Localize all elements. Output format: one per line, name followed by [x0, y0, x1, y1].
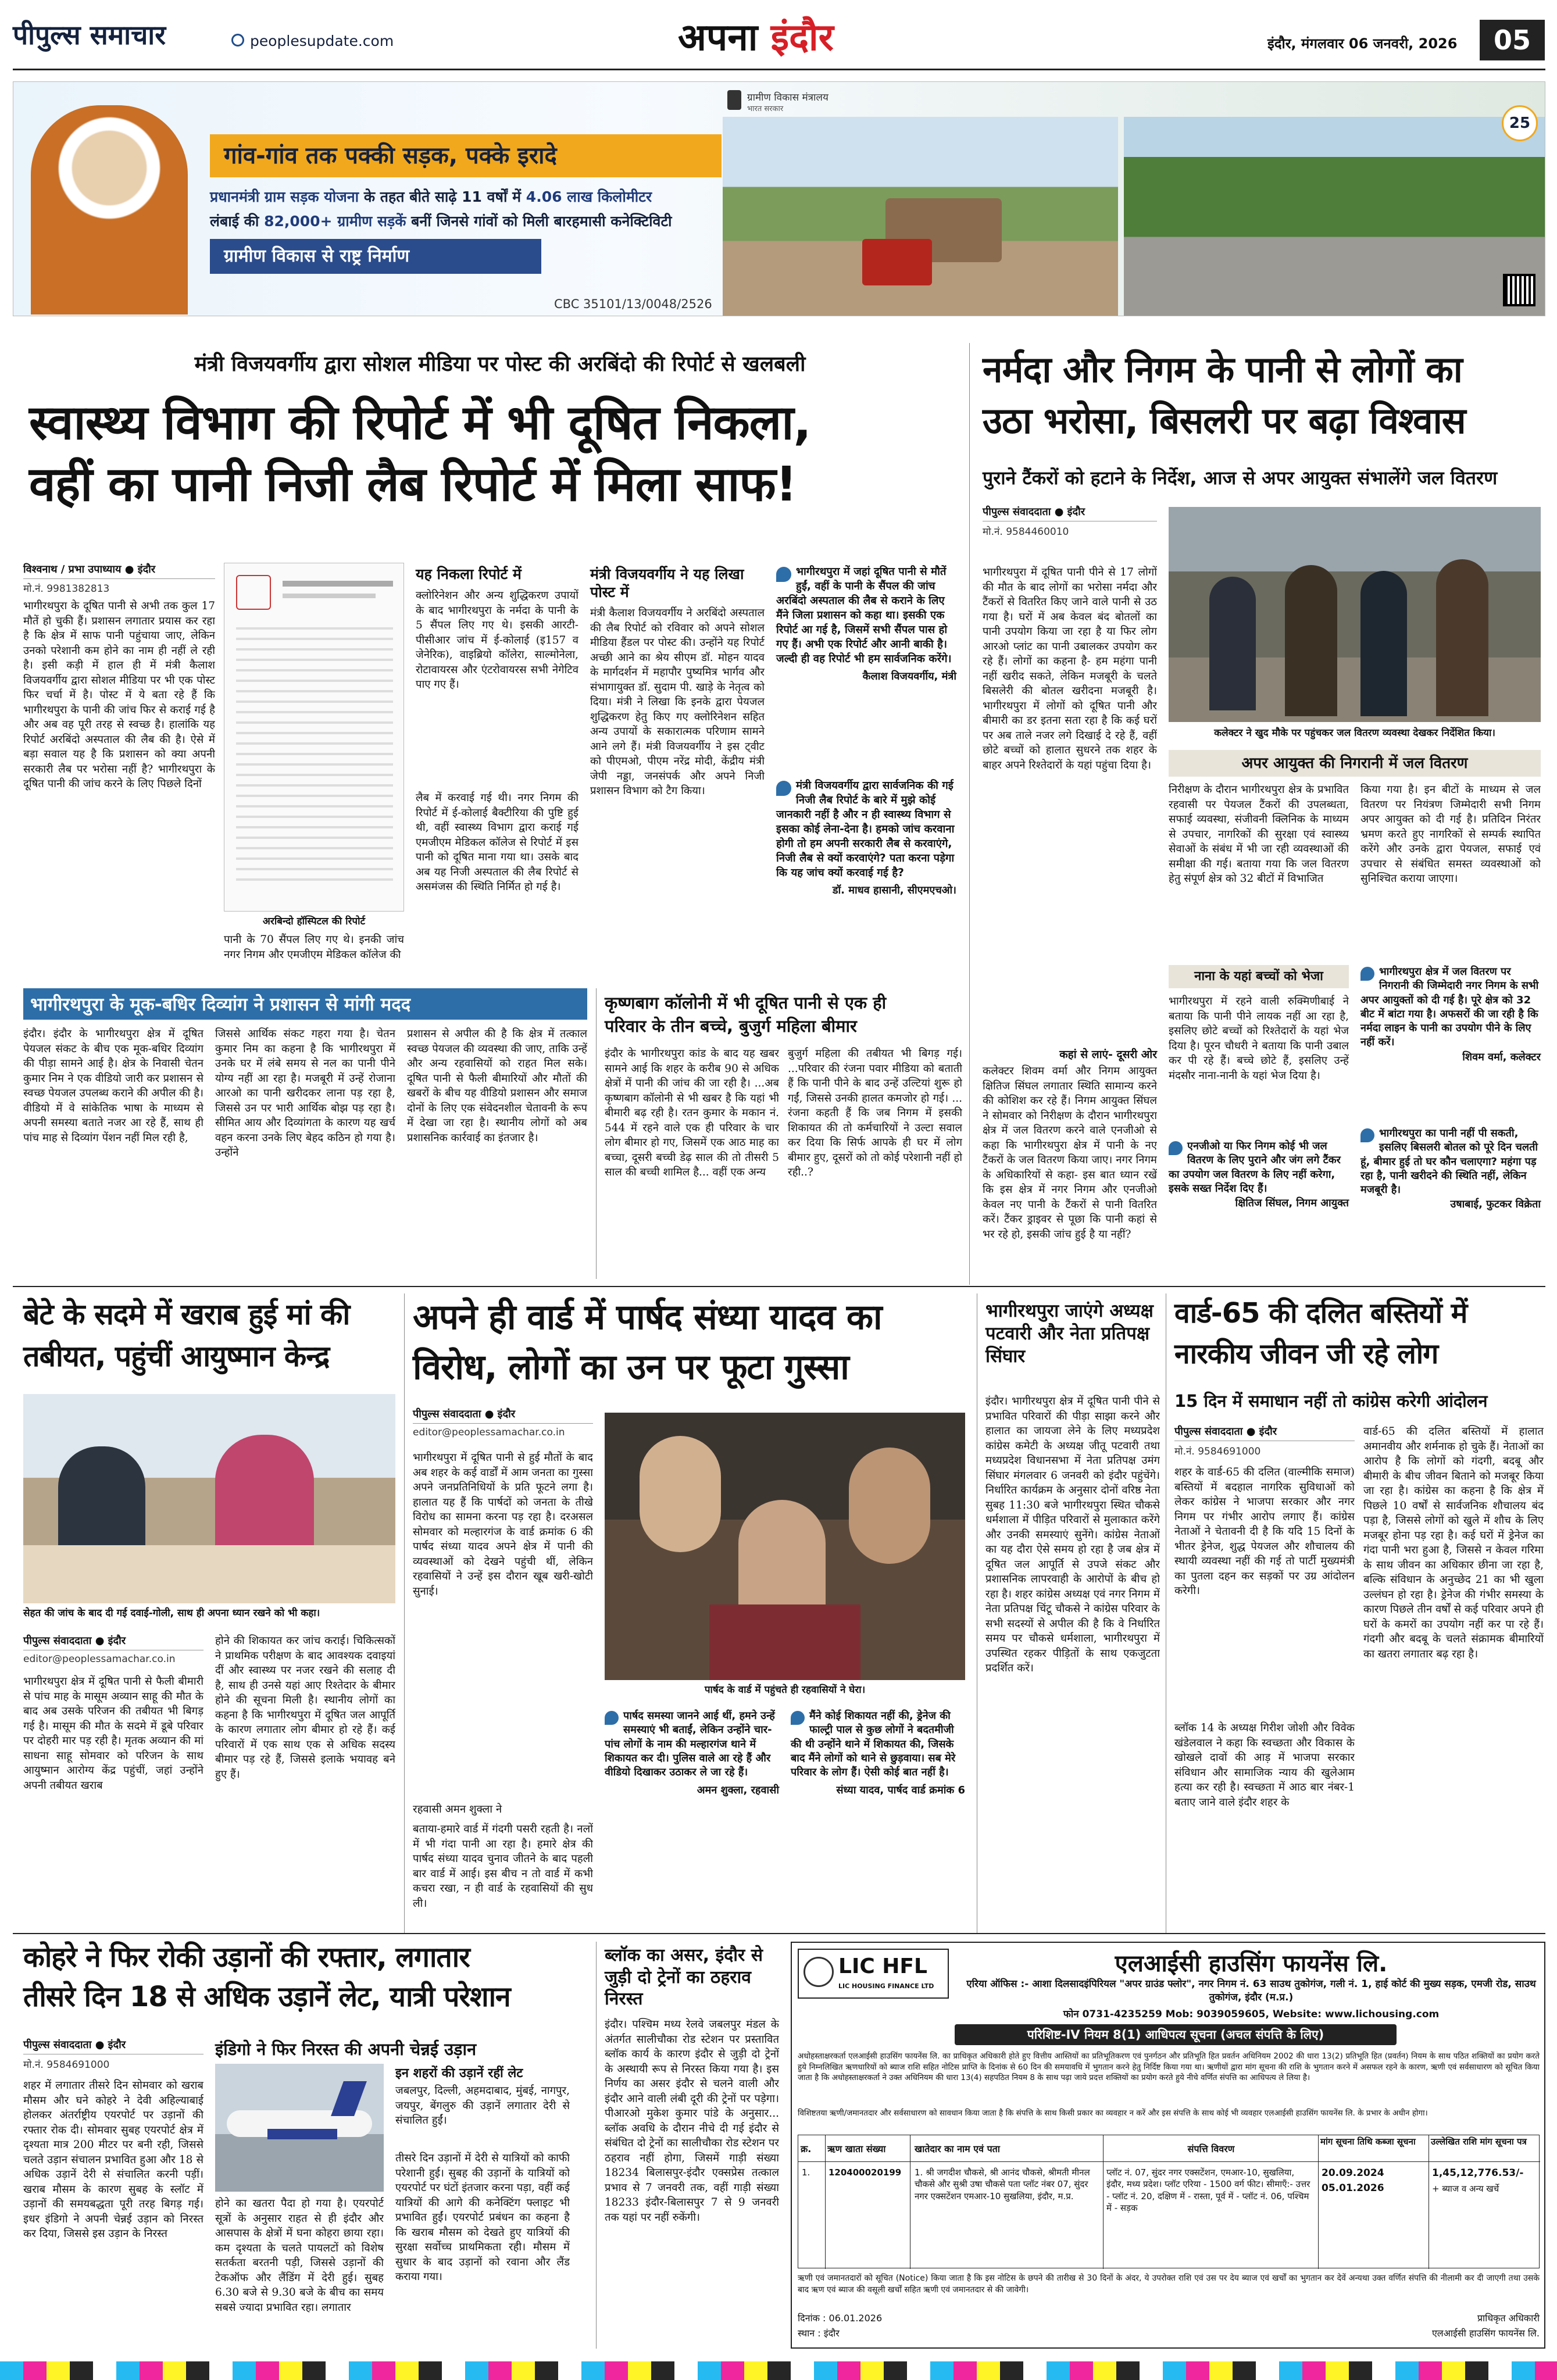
- site-url[interactable]: peoplesupdate.com: [250, 33, 394, 49]
- story6-headline-2: विरोध, लोगों का उन पर फूटा गुस्सा: [413, 1347, 849, 1388]
- masthead: [0, 0, 1557, 69]
- notice-place: स्थान : इंदौर: [798, 2328, 840, 2339]
- story8-byline: पीपुल्स संवाददाता ● इंदौर: [1174, 1424, 1355, 1441]
- story6-col1: भागीरथपुरा में दूषित पानी से हुई मौतों के बाद अब शहर के कई वार्डों में आम जनता का गुस्सा अपने जनप्रतिनिधियों के प्रति फूटने लगा है। हालात यह हैं कि पार्षदों को जनता के तीखे विरोध का सामना करना पड़ रहा है। दरअसल सोमवार को मल्हारगंज के वार्ड क्रमांक 6 की पार्षद संध्या यादव अपने क्षेत्र में पानी की व्यवस्थाओं को देखने पहुंची थीं, लेकिन रहवासियों ने उन्हें इस दौरान खूब खरी-खोटी सुनाई।: [413, 1452, 593, 1598]
- story5-col2: होने की शिकायत कर जांच कराई। चिकित्सकों ने प्राथमिक परीक्षण के बाद आवश्यक दवाइयां दीं और स्वास्थ्य पर नजर रखने की सलाह दी है, साथ ही उनसे यहां आए रिश्तेदार के बीमार होने की सूचना मिली है। स्थानीय लोगों का कहना है कि भागीरथपुरा में दूषित जल आपूर्ति के कारण लगातार लोग बीमार हो रहे हैं। कई परिवारों में एक साथ एक से अधिक सदस्य बीमार पड़ रहे हैं, जिससे इलाके भयावह बने हुए हैं।: [215, 1635, 395, 1781]
- notice-table: [798, 2135, 1540, 2268]
- story6-byline: पीपुल्स संवाददाता ● इंदौर: [413, 1407, 593, 1424]
- story1-col4: मंत्री कैलाश विजयवर्गीय ने अरबिंदो अस्पताल की लैब रिपोर्ट को रविवार को अपने सोशल मीडिया हैंडल पर पोस्ट की। उन्होंने यह रिपोर्ट अच्छी आने का श्रेय सीएम डॉ. मोहन यादव के मार्गदर्शन में महापौर पुष्यमित्र भार्गव और संभागायुक्त डॉ. सुदाम पी. खाड़े के नेतृत्व को दिया। मंत्री ने लिखा कि इनके द्वारा पेयजल शुद्धिकरण हेतु किए गए क्लोरिनेशन सहित अन्य उपायों के सकारात्मक परिणाम सामने आने लगे हैं। मंत्री विजयवर्गीय ने इस ट्वीट को पीएमओ, पीएम नरेंद्र मोदी, केंद्रीय मंत्री जेपी नड्डा, जनसंपर्क और अपने निजी प्रशासन विभाग को टैग किया।: [590, 607, 765, 798]
- ad-title: गांव-गांव तक पक्की सड़क, पक्के इरादे: [210, 134, 722, 177]
- story2-quote-c: भागीरथपुरा का पानी नहीं पी सकती, इसलिए बिसलरी बोतल को पूरे दिन चलती हूं, बीमार हुई तो घर कौन चलाएगा? महंगा पड़ रहा है, पानी खरीदने की स्थिति नहीं, लेकिन मजबूरी है। उषाबाई, फुटकर विक्रेता: [1360, 1127, 1541, 1211]
- lic-logo-text: LIC HFL: [838, 1954, 927, 1978]
- story8-col1: शहर के वार्ड-65 की दलित (वाल्मीकि समाज) बस्तियों में बदहाल नागरिक सुविधाओं को लेकर कांग्रेस ने भाजपा सरकार और नगर निगम पर गंभीर आरोप लगाए हैं। कांग्रेस नेताओं ने चेतावनी दी है कि यदि 15 दिनों के भीतर ड्रेनेज, शुद्ध पेयजल और शौचालय की स्थायी व्यवस्था नहीं की गई तो पार्टी मुख्यमंत्री का पुतला दहन कर सड़कों पर उग्र आंदोलन करेगी।: [1174, 1466, 1355, 1598]
- table-row: [798, 2164, 1540, 2267]
- dateline: इंदौर, मंगलवार 06 जनवरी, 2026: [1267, 35, 1458, 52]
- story2-grand-text: भागीरथपुरा में रहने वाली रुक्मिणीबाई ने बताया कि पानी पीने लायक नहीं आ रहा है, इसलिए छोटे बच्चों को रिश्तेदारों के यहां भेज दिया है। पूरन चौधरी ने बताया कि पानी उबाल कर पी रहे हैं। बच्चे छोटे हैं, इसलिए उन्हें मंदसौर नाना-नानी के यहां भेज दिया है।: [1169, 995, 1349, 1082]
- notice-footer: ऋणी एवं जमानतदारों को सूचित (Notice) किया जाता है कि इस नोटिस के छपने की तारीख से 30 दिनों के अंदर, ये उपरोक्त राशि एवं उस पर देय ब्याज एवं खर्चों का भुगतान कर देवें अन्यथा उक्त वर्णित संपत्ति की नीलामी कर दी जाएगी तथा उसके बाद ऋण एवं ब्याज की वसूली खर्चों सहित ऋणी एवं जमानतदार से की जावेगी।: [798, 2274, 1540, 2295]
- story1-side-head: यह निकला रिपोर्ट में: [416, 566, 522, 583]
- story8-headline-2: नारकीय जीवन जी रहे लोग: [1174, 1338, 1438, 1370]
- story4-headline-1: कृष्णबाग कॉलोनी में भी दूषित पानी से एक ही: [605, 993, 887, 1013]
- story2-mobile: मो.नं. 9584460010: [983, 526, 1069, 538]
- ad-line1: प्रधानमंत्री ग्राम सड़क योजना के तहत बीते साढ़े 11 वर्षों में 4.06 लाख किलोमीटर: [210, 188, 652, 205]
- story3-col1: इंदौर। इंदौर के भागीरथपुरा क्षेत्र में दूषित पेयजल संकट के बीच एक मूक-बधिर दिव्यांग की पीड़ा सामने आई है। क्षेत्र के निवासी चेतन कुमार निम ने एक वीडियो जारी कर प्रशासन से स्वच्छ पेयजल उपलब्ध कराने की अपील की है। वीडियो में वे सांकेतिक भाषा के माध्यम से अपनी समस्या बताते नजर आ रहे हैं, साथ ही पांच माह से दिव्यांग पेंशन नहीं मिल रही है,: [23, 1028, 203, 1144]
- lic-logo: [798, 1949, 949, 1999]
- td-loan: 120400020199: [829, 2167, 902, 2178]
- story1-headline-1: स्वास्थ्य विभाग की रिपोर्ट में भी दूषित निकला,: [29, 395, 811, 451]
- ad-banner[interactable]: [13, 81, 1545, 316]
- story4-col1: इंदौर के भागीरथपुरा कांड के बाद यह खबर सामने आई कि शहर के करीब 90 से अधिक क्षेत्रों में पानी की जांच की जा रही है। ...अब कृष्णबाग कॉलोनी से भी खबर है कि यहां भी बीमारी बढ़ रही है। रतन कुमार के मकान नं. 544 में रहने वाले एक ही परिवार के चार लोग बीमार हो गए, जिसमें एक आठ माह का बच्चा, दूसरी बच्ची डेढ़ साल की तो तीसरी 5 साल की बच्ची शामिल है... वहीं एक अन्य: [605, 1048, 779, 1179]
- ad-code: CBC 35101/13/0048/2526: [554, 297, 712, 311]
- story2-col2: कलेक्टर शिवम वर्मा और निगम आयुक्त क्षितिज सिंघल लगातार स्थिति सामान्य करने की कोशिश कर रहे हैं। निगम आयुक्त सिंघल ने सोमवार को निरीक्षण के दौरान भागीरथपुरा क्षेत्र में जल वितरण करने वाले एनजीओ से कहा कि भागीरथपुरा क्षेत्र में पानी के नए टैंकरों के जल वितरण किया जाए। नगर निगम के अधिकारियों से कहा- इस बात ध्यान रखें कि इस क्षेत्र में नगर निगम और एनजीओ केवल नए पानी के टैंकरों से पानी वितरित करें। टैंकर ड्राइवर से पूछा कि पानी कहां से भर रहे हो, इसकी जांच हुई है या नहीं?: [983, 1065, 1157, 1241]
- story2-col1: भागीरथपुरा में दूषित पानी पीने से 17 लोगों की मौत के बाद लोगों का भरोसा नर्मदा और टैंकरों से वितरित किए जाने वाले पानी से उठ गया है। घरों में अब केवल बंद बोतलों का पानी उपयोग किया जा रहा है या फिर लोग आरओ प्लांट का पानी उबालकर उपयोग कर रहे हैं। लोगों का कहना है- हम महंगा पानी नहीं खरीद सकते, लेकिन मजबूरी के चलते बिसलेरी की बोतल खरीदना मजबूरी है। भागीरथपुरा में लोगों को दूषित पानी और बीमारी का डर इतना सता रहा है कि कई घरों पर अब ताले नजर लगे दिखाई दे रहे हैं, वहीं छोटे बच्चों को हालात सुधरने तक शहर के बाहर अपने रिश्तेदारों के यहां पहुंचा दिया है।: [983, 566, 1157, 771]
- th-amount: उल्लेखित राशि मांग सूचना पत्र: [1431, 2136, 1527, 2147]
- ad-tagline: ग्रामीण विकास से राष्ट्र निर्माण: [210, 239, 541, 274]
- quote-icon: [791, 1711, 805, 1725]
- story1-headline-2: वहीं का पानी निजी लैब रिपोर्ट में मिला साफ!: [29, 457, 797, 512]
- story5-photo: [23, 1394, 395, 1603]
- pm-portrait: [31, 105, 188, 315]
- story1-kicker: मंत्री विजयवर्गीय द्वारा सोशल मीडिया पर पोस्ट की अरबिंदो की रिपोर्ट से खलबली: [194, 352, 806, 376]
- story1-col1: भागीरथपुरा के दूषित पानी से अभी तक कुल 17 मौतें हो चुकी हैं। प्रशासन लगातार प्रयास कर रहा है कि क्षेत्र में साफ पानी पहुंचाया जाए, लेकिन उनको परेशानी कम होने का नाम ही नहीं ले रही है। इसी कड़ी में हाल ही में मंत्री कैलाश विजयवर्गीय द्वारा सोशल मीडिया पर भी एक पोस्ट फिर चर्चा में है। पोस्ट में ये बता रहे हैं कि भागीरथपुरा के पानी की जांच फिर से कराई गई है और अब वह पूरी तरह से स्वच्छ है। हालांकि यह रिपोर्ट अरबिंदो अस्पताल की लैब की है। ऐसे में बड़ा सवाल यह है कि प्रशासन को क्या अपनी सरकारी लैब पर भरोसा नहीं है? भागीरथपुरा के दूषित पानी की जांच करने के लिए पिछले दिनों: [23, 600, 215, 791]
- story5-col1: भागीरथपुरा क्षेत्र में दूषित पानी से फैली बीमारी से पांच माह के मासूम अव्यान साहू की मौत के बाद अब उसके परिजन की तबीयत भी बिगड़ गई है। मासूम की मौत के सदमे में डूबे परिवार पर दोहरी मार पड़ रही है। मृतक अव्यान की मां साधना साहू सोमवार को परिजन के साथ आयुष्मान आरोग्य केंद्र पहुंचीं, जहां उन्होंने अपनी तबीयत खराब: [23, 1675, 203, 1792]
- story5-headline-1: बेटे के सदमे में खराब हुई मां की: [23, 1298, 350, 1331]
- section-city: इंदौर: [770, 16, 834, 59]
- quote1-by: कैलाश विजयवर्गीय, मंत्री: [862, 670, 956, 682]
- section-prefix: अपना: [678, 16, 758, 59]
- td-date1: 20.09.2024: [1322, 2167, 1384, 2179]
- notice-sign2: एलआईसी हाउसिंग फायनेंस लि.: [1431, 2328, 1540, 2339]
- story2-subhead: पुराने टैंकरों को हटाने के निर्देश, आज से अपर आयुक्त संभालेंगे जल वितरण: [983, 467, 1498, 489]
- notice-company: एलआईसी हाउसिंग फायनेंस लि.: [1115, 1950, 1388, 1977]
- story1-col3: क्लोरिनेशन और अन्य शुद्धिकरण उपायों के बाद भागीरथपुरा के नर्मदा के पानी के 5 सैंपल लिए गए थे। इसकी आरटी-पीसीआर जांच में ई-कोलाई (इ157 व जेनेरिक), वाइब्रियो कॉलेरा, साल्मोनेला, रोटावायरस और एंटरोवायरस सभी नेगेटिव पाए गए हैं।: [416, 589, 578, 691]
- story3-col2: जिससे आर्थिक संकट गहरा गया है। चेतन कुमार निम का कहना है कि भागीरथपुरा में उनके घर में लंबे समय से नल का पानी पीने योग्य नहीं आ रहा है। मजबूरी में उन्हें रोजाना आरओ का पानी खरीदकर लाना पड़ रहा है, जिससे उन पर भारी आर्थिक बोझ पड़ रहा है। सीमित आय और दिव्यांगता के कारण यह खर्च वहन करना उनके लिए बेहद कठिन हो गया है। उन्होंने: [215, 1028, 395, 1159]
- story3-col3: प्रशासन से अपील की है कि क्षेत्र में तत्काल स्वच्छ पेयजल की व्यवस्था की जाए, ताकि उन्हें और अन्य रहवासियों को राहत मिल सके। दूषित पानी से फैली बीमारियों और मौतों की खबरों के बीच यह वीडियो प्रशासन और समाज दोनों के लिए एक संवेदनशील चेतावनी के रूप में देखा जा रहा है। स्थानीय लोगों को अब प्रशासनिक कार्रवाई का इंतजार है।: [407, 1028, 587, 1144]
- notice-date: दिनांक : 06.01.2026: [798, 2313, 883, 2324]
- story5-email[interactable]: editor@peoplessamachar.co.in: [23, 1653, 176, 1665]
- lic-notice: [791, 1942, 1545, 2349]
- globe-icon: [231, 34, 244, 47]
- anniversary-badge: 25: [1502, 105, 1538, 141]
- story5-headline-2: तबीयत, पहुंचीं आयुष्मान केन्द्र: [23, 1339, 330, 1373]
- story6-photo-caption: पार्षद के वार्ड में पहुंचते ही रहवासियों ने घेरा।: [704, 1684, 866, 1696]
- story1-image-caption: अरबिन्दो हॉस्पिटल की रिपोर्ट: [262, 916, 366, 927]
- notice-contact: फोन 0731-4235259 Mob: 9039059605, Website: www.lichousing.com: [1063, 2009, 1440, 2020]
- story9-col3: तीसरे दिन उड़ानों में देरी से यात्रियों को काफी परेशानी हुई। सुबह की उड़ानों के यात्रियों को एयरपोर्ट पर घंटों इंतजार करना पड़ा, वहीं कई यात्रियों की आगे की कनेक्टिंग फ्लाइट भी प्रभावित हुईं। एयरपोर्ट प्रबंधन का कहना है कि खराब मौसम को देखते हुए यात्रियों की सुरक्षा सर्वोच्च प्राथमिकता रही। मौसम में सुधार के बाद उड़ानों को रवाना और लैंड कराया गया।: [395, 2152, 570, 2283]
- quote-icon: [605, 1711, 619, 1725]
- notice-para1: अधोहस्ताक्षरकर्ता एलआईसी हाउसिंग फायनेंस लि. का प्राधिकृत अधिकारी होते हुए वित्तीय आस्तियों का प्रतिभूतिकरण एवं पुनर्गठन और प्रतिभूति हित प्रवर्तन अधिनियम 2002 की धारा 13(2) प्रतिभूति हित (प्रवर्तन) नियम के साथ पठित शक्तियों का प्रयोग करते हुये निम्नलिखित ऋणधारियों को ब्याज राशि सहित नोटिस प्राप्ति के दिनांक से 60 दिन की समयावधि में भुगतान करने हेतु निर्दिष्ट किया गया था। ऋणीयों द्वारा मांग सूचना की राशि के भुगतान करने में असफल रहने के कारण, ऋणी एवं सर्वसाधारण को सूचित किया जाता है कि अधोहस्ताक्षरकर्ता ने उक्त अधिनियम की धारा 13(4) सहपठित नियम 8 के साथ पढ़ा जाये प्रदत्त शक्तियों का प्रयोग करते हुये नीचे वर्णित संपत्ति का आधिपत्य ले लिया है।: [798, 2052, 1540, 2083]
- story2-col1-sub: कहां से लाएं- दूसरी ओर: [1059, 1048, 1157, 1061]
- story8-subhead: 15 दिन में समाधान नहीं तो कांग्रेस करेगी आंदोलन: [1174, 1391, 1488, 1411]
- story2-box-col1: निरीक्षण के दौरान भागीरथपुरा क्षेत्र के प्रभावित रहवासी पर पेयजल टैंकरों की उपलब्धता, सफाई व्यवस्था, संजीवनी क्लिनिक के माध्यम से उपचार, नागरिकों की सुरक्षा एवं स्वास्थ्य सेवाओं के संबंध में भी जा रही व्यवस्थाओं की समीक्षा की गई। बताया गया कि जल वितरण हेतु संपूर्ण क्षेत्र को 32 बीटों में विभाजित: [1169, 784, 1349, 885]
- story2-grand-head: नाना के यहां बच्चों को भेजा: [1169, 965, 1349, 988]
- quote-icon: [1169, 1141, 1183, 1155]
- story1-byline: विश्वनाथ / प्रभा उपाध्याय ● इंदौर: [23, 562, 215, 579]
- th-property: संपत्ति विवरण: [1187, 2143, 1235, 2154]
- story8-col1-sub: ब्लॉक 14 के अध्यक्ष गिरीश जोशी और विवेक खंडेलवाल ने कहा कि स्वच्छता और विकास के खोखले दावों की आड़ में भाजपा सरकार संविधान और सामाजिक न्याय की खुलेआम हत्या कर रही है। स्वच्छता में आठ बार नंबर-1 बताए जाने वाले इंदौर शहर के: [1174, 1722, 1355, 1809]
- story6-quote2: मैंने कोई शिकायत नहीं की, ड्रेनेज की फाल्ट्री पाल से कुछ लोगों ने बदतमीजी की थी उन्होंने थाने में शिकायत की, जिसके बाद मैंने लोगों को थाने से छुड़वाया। सब मेरे परिवार के लोग हैं। ऐसी कोई बात नहीं है। संध्या यादव, पार्षद वार्ड क्रमांक 6: [791, 1710, 965, 1797]
- story9-box-head: इन शहरों की उड़ानें रहीं लेट: [395, 2066, 523, 2081]
- td-sr: 1.: [802, 2167, 810, 2178]
- story9-plane-photo: [215, 2064, 384, 2192]
- th-sr: क्र.: [801, 2143, 812, 2154]
- ad-photo-tractor: [723, 117, 1118, 316]
- qr-code-icon[interactable]: [1503, 274, 1535, 306]
- ministry-sub: भारत सरकार: [747, 105, 784, 113]
- story7-headline: भागीरथपुरा जाएंगे अध्यक्ष पटवारी और नेता प्रतिपक्ष सिंघार: [985, 1300, 1154, 1367]
- td-amount-sub: + ब्याज व अन्य खर्चे: [1432, 2184, 1499, 2194]
- lic-logo-sub: LIC HOUSING FINANCE LTD: [838, 1982, 934, 1990]
- story8-col2: वार्ड-65 की दलित बस्तियों में हालात अमानवीय और शर्मनाक हो चुके हैं। नेताओं का आरोप है कि लोगों को गंदगी, बदबू और बीमारी के बीच जीवन बिताने को मजबूर किया जा रहा है। कांग्रेस का कहना है कि क्षेत्र में पिछले 10 वर्षों से सार्वजनिक शौचालय बंद पड़ा है, जिससे लोगों को खुले में शौच के लिए मजबूर होना पड़ रहा है। कई घरों में ड्रेनेज का गंदा पानी भरा हुआ है, जिससे न केवल गरिमा के साथ जीवन का अधिकार छीना जा रहा है, बल्कि संविधान के अनुच्छेद 21 का भी खुला उल्लंघन हो रहा है। ड्रेनेज की गंभीर समस्या के कारण पिछले तीन वर्षों से कई परिवार अपने ही घरों के कमरों का उपयोग नहीं कर पा रहे हैं। गंदगी और बदबू के चलते संक्रामक बीमारियों का खतरा लगातार बढ़ रहा है।: [1363, 1425, 1544, 1660]
- story1-quote2: मंत्री विजयवर्गीय द्वारा सार्वजनिक की गई निजी लैब रिपोर्ट के बारे में मुझे कोई जानकारी नहीं है और न ही स्वास्थ्य विभाग से इसका कोई लेना-देना है। हमको जांच करवाना होगी तो हम अपनी सरकारी लैब से करवाएंगे, निजी लैब से क्यों करवाएंगे? पता करना पड़ेगा कि यह जांच क्यों करवाई गई है? डॉ. माधव हासानी, सीएमएचओ।: [776, 780, 956, 896]
- story7-col1: इंदौर। भागीरथपुरा क्षेत्र में दूषित पानी पीने से प्रभावित परिवारों की पीड़ा साझा करने और हालात का जायजा लेने के लिए मध्यप्रदेश कांग्रेस कमेटी के अध्यक्ष जीतू पटवारी तथा मध्यप्रदेश विधानसभा में नेता प्रतिपक्ष उमंग सिंघार मंगलवार 6 जनवरी को इंदौर पहुंचेंगे। निर्धारित कार्यक्रम के अनुसार दोनों वरिष्ठ नेता सुबह 11:30 बजे भागीरथपुरा स्थित चौकसे धर्मशाला में पीड़ित परिवारों से मुलाकात करेंगे और उनकी समस्याएं सुनेंगे। कांग्रेस नेताओं का यह दौरा ऐसे समय हो रहा है जब क्षेत्र में दूषित जल आपूर्ति से उपजे संकट और प्रशासनिक लापरवाही के आरोपों के बीच हो रहा है। शहर कांग्रेस अध्यक्ष एवं नगर निगम में नेता प्रतिपक्ष चिंटू चौकसे ने कांग्रेस परिवार के सभी सदस्यों से अपील की है कि वे निर्धारित समय पर चौकसे धर्मशाला, भागीरथपुरा में उपस्थित रहकर पीड़ितों के साथ एकजुटता प्रदर्शित करें।: [985, 1395, 1160, 1675]
- story9-col2: होने का खतरा पैदा हो गया है। एयरपोर्ट सूत्रों के अनुसार राहत से ही इंदौर और आसपास के क्षेत्रों में घना कोहरा छाया रहा। कम दृश्यता के चलते पायलटों को विशेष सतर्कता बरतनी पड़ी, जिससे उड़ानों की टेकऑफ और लैंडिंग में देरी हुई। सुबह 6.30 बजे से 9.30 बजे के बीच का समय सबसे ज्यादा प्रभावित रहा। लगातार: [215, 2197, 384, 2314]
- story2-photo: [1169, 507, 1541, 722]
- story2-quote-a: भागीरथपुरा क्षेत्र में जल वितरण पर निगरानी की जिम्मेदारी नगर निगम के सभी अपर आयुक्तों को दी गई है। पूरे क्षेत्र को 32 बीट में बांटा गया है। अफसरों की जा रही है कि नर्मदा लाइन के पानी का उपयोग पीने के लिए नहीं करें। शिवम वर्मा, कलेक्टर: [1360, 966, 1541, 1063]
- color-registration-bar: [0, 2361, 1557, 2380]
- notice-tag: परिशिष्ट-IV नियम 8(1) आधिपत्य सूचना (अचल संपत्ति के लिए): [955, 2024, 1397, 2045]
- newspaper-logo: पीपुल्स समाचार: [13, 19, 166, 51]
- story2-headline-2: उठा भरोसा, बिसलरी पर बढ़ा विश्वास: [983, 399, 1466, 442]
- story10-headline: ब्लॉक का असर, इंदौर से जुड़ी दो ट्रेनों का ठहराव निरस्त: [605, 1945, 763, 2009]
- story3-headline: भागीरथपुरा के मूक-बधिर दिव्यांग ने प्रशासन से मांगी मदद: [23, 988, 587, 1020]
- story9-box-text: जबलपुर, दिल्ली, अहमदाबाद, मुंबई, नागपुर, जयपुर, बेंगलुरु की उड़ानें लगातार देरी से संचालित हुईं।: [395, 2085, 570, 2127]
- story9-mobile: मो.नं. 9584691000: [23, 2059, 110, 2071]
- story1-side2-head: मंत्री विजयवर्गीय ने यह लिखा पोस्ट में: [590, 566, 744, 601]
- story1-col2b: पानी के 70 सैंपल लिए गए थे। इनकी जांच नगर निगम और एमजीएम मेडिकल कॉलेज की: [224, 934, 404, 961]
- story9-headline-1: कोहरे ने फिर रोकी उड़ानों की रफ्तार, लगातार: [23, 1941, 470, 1974]
- quote-icon: [776, 781, 791, 796]
- story2-headline-1: नर्मदा और निगम के पानी से लोगों का: [983, 348, 1462, 391]
- lic-logo-icon: [804, 1957, 834, 1987]
- th-loan: ऋण खाता संख्या: [827, 2143, 886, 2154]
- ministry-emblem-icon: [727, 90, 741, 110]
- story9-col1: शहर में लगातार तीसरे दिन सोमवार को खराब मौसम और घने कोहरे ने देवी अहिल्याबाई होलकर अंतर्राष्ट्रीय एयरपोर्ट पर उड़ानों की रफ्तार रोक दी। सोमवार सुबह एयरपोर्ट क्षेत्र में दृश्यता मात्र 200 मीटर पर बनी रही, जिससे चलते उड़ान संचालन प्रभावित हुआ और 18 से अधिक उड़ानें देरी से संचालित करनी पड़ीं। खराब मौसम के कारण सुबह के स्लॉट में उड़ानों की समयबद्धता पूरी तरह बिगड़ गई। इधर इंडिगो ने अपनी चेन्नई उड़ान को निरस्त कर दिया, जिससे इस उड़ान के निरस्त: [23, 2079, 203, 2240]
- notice-sign1: प्राधिकृत अधिकारी: [1477, 2313, 1540, 2324]
- quote2-by: डॉ. माधव हासानी, सीएमएचओ।: [832, 884, 956, 896]
- story8-mobile: मो.नं. 9584691000: [1174, 1446, 1261, 1457]
- story9-headline-2: तीसरे दिन 18 से अधिक उड़ानें लेट, यात्री परेशान: [23, 1981, 510, 2013]
- story6-photo: [605, 1413, 965, 1680]
- story6-col1-sub: रहवासी अमन शुक्ला ने: [413, 1803, 502, 1816]
- story1-report-image: [224, 563, 404, 912]
- story2-box-col2: किया गया है। इन बीटों के माध्यम से जल वितरण पर नियंत्रण जिम्मेदारी सभी निगम अपर आयुक्त को दी गई है। प्रतिदिन निरंतर भ्रमण करते हुए नागरिकों से सम्पर्क स्थापित करेंगे और उनके द्वारा पेयजल, सफाई एवं उपचार से संबंधित समस्त व्यवस्थाओं को सुनिश्चित कराया जाएगा।: [1360, 784, 1541, 885]
- notice-para2: विशिष्टतया ऋणी/जमानतदार और सर्वसाधारण को सावधान किया जाता है कि संपत्ति के साथ किसी प्रकार का व्यवहार न करें और इस संपत्ति के साथ कोई भी व्यवहार एलआईसी हाउसिंग फायनेंस लि. के प्रभार के अधीन होगा।: [798, 2109, 1428, 2118]
- story9-side-head: इंडिगो ने फिर निरस्त की अपनी चेन्नई उड़ान: [215, 2039, 477, 2059]
- story10-col1: इंदौर। पश्चिम मध्य रेलवे जबलपुर मंडल के अंतर्गत सालीचौका रोड स्टेशन पर प्रस्तावित ब्लॉक कार्य के कारण इंदौर से जुड़ी दो ट्रेनों के अस्थायी रूप से निरस्त किया गया है। इस निर्णय का असर इंदौर से चलने वाली और इंदौर आने वाली लंबी दूरी की ट्रेनों पर पड़ेगा। पीआरओ मुकेश कुमार पांडे के अनुसार... ब्लॉक अवधि के दौरान नीचे दी गई इंदौर से संबंधित दो ट्रेनों का सालीचौका रोड स्टेशन पर ठहराव नहीं होगा, जिसमें गाड़ी संख्या 18234 बिलासपुर-इंदौर एक्सप्रेस तत्काल प्रभाव से 7 जनवरी तक, वहीं गाड़ी संख्या 18233 इंदौर-बिलासपुर 7 से 9 जनवरी तक यहां पर नहीं रुकेंगी।: [605, 2018, 779, 2224]
- td-date2: 05.01.2026: [1322, 2182, 1384, 2194]
- section-title: [678, 10, 834, 61]
- story6-quote1: पार्षद समस्या जानने आई थीं, हमने उन्हें समस्याएं भी बताईं, लेकिन उन्होंने चार-पांच लोगों के नाम की मल्हारगंज थाने में शिकायत कर दी। पुलिस वाले आ रहे हैं और वीडियो दिखाकर उठाकर ले जा रहे हैं। अमन शुक्ला, रहवासी: [605, 1710, 779, 1797]
- notice-address: एरिया ऑफिस :- आशा दिलसादइंपिरियल "अपर ग्राउंड फ्लोर", नगर निगम नं. 63 साउथ तुकोगंज, गली नं. 1, हाई कोर्ट की मुख्य सड़क, एमजी रोड, साउथ तुकोगंज, इंदौर (म.प्र.): [966, 1978, 1536, 2003]
- story5-photo-caption: सेहत की जांच के बाद दी गई दवाई-गोली, साथ ही अपना ध्यान रखने को भी कहा।: [23, 1607, 320, 1619]
- ad-photo-road: [1124, 117, 1545, 316]
- th-name: खातेदार का नाम एवं पता: [915, 2143, 1000, 2154]
- page-number: 05: [1480, 20, 1545, 60]
- story4-headline-2: परिवार के तीन बच्चे, बुजुर्ग महिला बीमार: [605, 1016, 857, 1036]
- ministry-name: ग्रामीण विकास मंत्रालय: [747, 92, 829, 103]
- story4-col2: बुजुर्ग महिला की तबीयत भी बिगड़ गई। ...परिवार की रंजना पवार मीडिया को बताती हैं कि पानी पीने के बाद उन्हें उल्टियां शुरू हो गईं, जिससे उनकी हालत कमजोर हो गई। ... रंजना कहती हैं कि जब निगम में इसकी शिकायत की तो कर्मचारियों ने उल्टा सवाल कर दिया कि सिर्फ आपके ही घर में लोग बीमार हुए, दूसरों को तो कोई परेशानी नहीं हो रही..?: [788, 1048, 962, 1179]
- story6-col2: बताया-हमारे वार्ड में गंदगी पसरी रहती है। नलों में भी गंदा पानी आ रहा है। हमारे क्षेत्र की पार्षद संध्या यादव चुनाव जीतने के बाद पहली बार वार्ड में आई। इस बीच न तो वार्ड में कभी कचरा रखा, न ही वार्ड के रहवासियों की सुध ली।: [413, 1823, 593, 1910]
- th-dates: मांग सूचना तिथि कब्जा सूचना: [1320, 2136, 1416, 2147]
- story6-email[interactable]: editor@peoplessamachar.co.in: [413, 1427, 565, 1438]
- story5-byline: पीपुल्स संवाददाता ● इंदौर: [23, 1634, 203, 1650]
- story2-quote-b: एनजीओ या फिर निगम कोई भी जल वितरण के लिए पुराने और जंग लगे टैंकर का उपयोग जल वितरण के लिए नहीं करेगा, इसके सख्त निर्देश दिए हैं। क्षितिज सिंघल, निगम आयुक्त: [1169, 1140, 1349, 1210]
- ad-line2: लंबाई की 82,000+ ग्रामीण सड़कें बनीं जिनसे गांवों को मिली बारहमासी कनेक्टिविटी: [210, 213, 672, 230]
- td-property: प्लॉट नं. 07, सुंदर नगर एक्सटेंशन, एमआर-10, सुखलिया, इंदौर, मध्य प्रदेश। प्लॉट एरिया - 1500 वर्ग फीट। सीमाएँ:- उत्तर - प्लॉट नं. 20, दक्षिण में - रास्ता, पूर्व में - प्लॉट नं. 06, पश्चिम में - सड़क: [1106, 2167, 1310, 2213]
- td-amount: 1,45,12,776.53/-: [1432, 2167, 1524, 2179]
- quote-icon: [1360, 967, 1374, 981]
- story1-mobile: मो.नं. 9981382813: [23, 583, 110, 595]
- story1-col3b: लैब में करवाई गई थी। नगर निगम की रिपोर्ट में ई-कोलाई बैक्टीरिया की पुष्टि हुई थी, वहीं स्वास्थ्य विभाग द्वारा कराई गई एमजीएम मेडिकल कॉलेज से रिपोर्ट में इस पानी को दूषित माना गया था। उसके बाद अब यह निजी अस्पताल की लैब रिपोर्ट से असमंजस की स्थिति निर्मित हो गई है।: [416, 792, 578, 894]
- story2-byline: पीपुल्स संवाददाता ● इंदौर: [983, 505, 1157, 521]
- story9-byline: पीपुल्स संवाददाता ● इंदौर: [23, 2038, 203, 2054]
- story2-box-head: अपर आयुक्त की निगरानी में जल वितरण: [1169, 750, 1541, 777]
- td-name: 1. श्री जगदीश चौकसे, श्री आनंद चौकसे, श्रीमती मीनल चौकसे और सुश्री उषा चौकसे पता प्लॉट नंबर 07, सुंदर नगर एक्सटेंशन एमआर-10 सुखलिया, इंदौर, म.प्र.: [915, 2167, 1090, 2202]
- story8-headline-1: वार्ड-65 की दलित बस्तियों में: [1174, 1297, 1467, 1330]
- story6-headline-1: अपने ही वार्ड में पार्षद संध्या यादव का: [413, 1297, 882, 1338]
- quote-icon: [776, 567, 791, 582]
- story1-quote1: भागीरथपुरा में जहां दूषित पानी से मौतें हुईं, वहीं के पानी के सैंपल की जांच अरबिंदो अस्पताल की लैब से कराने के लिए मैंने जिला प्रशासन को कहा था। इसकी एक रिपोर्ट आ गई है, जिसमें सभी सैंपल पास हो गए हैं। अभी एक रिपोर्ट और आनी बाकी है। जल्दी ही वह रिपोर्ट भी हम सार्वजनिक करेंगे। कैलाश विजयवर्गीय, मंत्री: [776, 566, 956, 682]
- quote-icon: [1360, 1128, 1374, 1142]
- story2-photo-caption: कलेक्टर ने खुद मौके पर पहुंचकर जल वितरण व्यवस्था देखकर निर्देशित किया।: [1214, 727, 1495, 739]
